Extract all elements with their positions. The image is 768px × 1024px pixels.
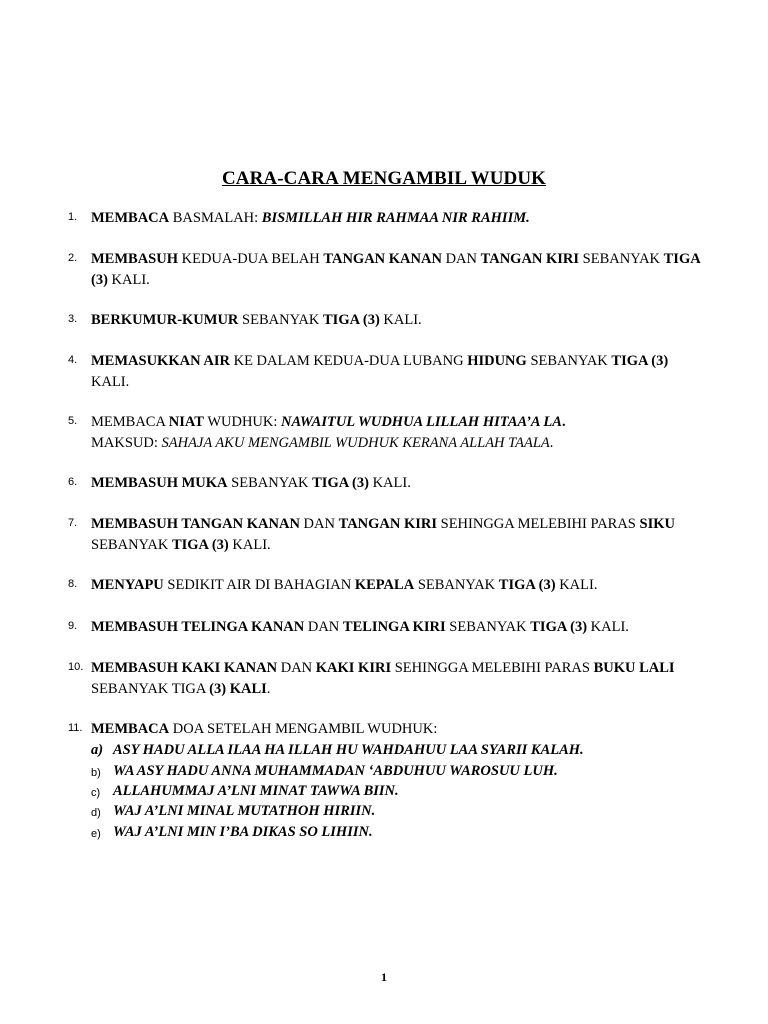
step-text-run: TIGA bbox=[663, 251, 701, 267]
step-text-run: SEBANYAK TIGA bbox=[91, 680, 210, 697]
step-number: 10. bbox=[68, 661, 84, 673]
step-text bbox=[91, 310, 731, 331]
doa-text: WA ASY HADU ANNA MUHAMMADAN ‘ABDUHUU WAROSUU LUH. bbox=[113, 763, 558, 779]
step-text-run: (3) bbox=[91, 271, 108, 288]
step-text-run: TANGAN KANAN bbox=[323, 251, 442, 267]
step-text-run: MEMBACA bbox=[91, 414, 169, 430]
step-text-run: KEDUA-DUA BELAH bbox=[178, 251, 324, 267]
step-number: 7. bbox=[68, 517, 78, 529]
step-number: 2. bbox=[68, 252, 78, 264]
step-text-run: SEBANYAK bbox=[91, 536, 172, 553]
step-text-run: TIGA (3) bbox=[312, 475, 369, 491]
step-text-run: (3) KALI bbox=[209, 680, 267, 697]
step-number: 1. bbox=[68, 211, 78, 223]
step-text-run: KALI. bbox=[91, 373, 130, 390]
step-text-run: SEDIKIT AIR DI BAHAGIAN bbox=[163, 577, 355, 593]
step-text bbox=[91, 249, 731, 290]
step-text-run: . bbox=[266, 680, 271, 697]
doa-letter: a) bbox=[91, 742, 104, 758]
step-number: 4. bbox=[68, 354, 78, 366]
doa-text: WAJ A’LNI MIN I’BA DIKAS SO LIHIIN. bbox=[113, 824, 373, 840]
step-text-run: MEMBASUH bbox=[91, 251, 178, 267]
step-text bbox=[91, 473, 731, 494]
step-text-run: NIAT bbox=[168, 414, 204, 430]
step-text-run: MENYAPU bbox=[91, 577, 164, 593]
page-number: 1 bbox=[381, 970, 387, 984]
step-text-run: . bbox=[561, 414, 566, 430]
step-text-run: SEBANYAK bbox=[238, 312, 323, 328]
step-text-run: BERKUMUR-KUMUR bbox=[91, 312, 239, 328]
step-text-run: HIDUNG bbox=[467, 353, 527, 369]
step-text-run: DAN bbox=[299, 516, 339, 532]
step-text-run: SEBANYAK bbox=[445, 619, 531, 635]
step-number: 11. bbox=[68, 722, 83, 734]
step-text-run: DAN bbox=[441, 251, 481, 267]
doa-text: WAJ A’LNI MINAL MUTATHOH HIRIIN. bbox=[113, 803, 376, 819]
step-text-run: KALI. bbox=[368, 475, 411, 491]
step-text-run: SEBANYAK bbox=[526, 353, 612, 369]
step-number: 8. bbox=[68, 578, 78, 590]
step-text-run: MEMBASUH KAKI KANAN bbox=[91, 660, 278, 676]
doa-text: ASY HADU ALLA ILAA HA ILLAH HU WAHDAHUU LAA SYARII KALAH. bbox=[113, 742, 584, 758]
doa-text: ALLAHUMMAJ A’LNI MINAT TAWWA BIIN. bbox=[113, 783, 399, 799]
step-text-run: BASMALAH: bbox=[169, 210, 262, 226]
step-number: 9. bbox=[68, 620, 78, 632]
step-text-run: TELINGA KIRI bbox=[342, 619, 446, 635]
step-text-run: MEMBASUH MUKA bbox=[91, 475, 228, 491]
step-text-run: DOA SETELAH MENGAMBIL WUDHUK: bbox=[169, 721, 438, 737]
doa-letter: b) bbox=[91, 767, 101, 779]
doa-letter: c) bbox=[91, 787, 101, 799]
step-text-run: DAN bbox=[304, 619, 343, 635]
step-text bbox=[91, 412, 731, 453]
step-text-run: KALI. bbox=[379, 312, 422, 328]
step-text-run: KAKI KIRI bbox=[315, 660, 392, 676]
step-text-run: MAKSUD: bbox=[91, 434, 162, 451]
step-text-run: KALI. bbox=[228, 536, 271, 553]
step-text-run: BUKU LALI bbox=[593, 660, 675, 676]
step-text bbox=[91, 617, 731, 638]
step-text-run: TIGA (3) bbox=[171, 536, 229, 553]
step-text-run: MEMBASUH TELINGA KANAN bbox=[91, 619, 305, 635]
step-text-run: TIGA (3) bbox=[323, 312, 380, 328]
step-text-run: SEHINGGA MELEBIHI PARAS bbox=[437, 516, 640, 532]
step-text-run: WUDHUK: bbox=[203, 414, 282, 430]
step-text-run: SEHINGGA MELEBIHI PARAS bbox=[391, 660, 594, 676]
step-text-run: TANGAN KIRI bbox=[338, 516, 438, 532]
step-text bbox=[91, 658, 731, 699]
step-text-run: BISMILLAH HIR RAHMAA NIR RAHIIM. bbox=[261, 210, 530, 226]
step-text-run: MEMASUKKAN AIR bbox=[91, 353, 230, 369]
step-text-run: SIKU bbox=[639, 516, 675, 532]
step-text-run: MEMBACA bbox=[91, 210, 170, 226]
step-text-run: KE DALAM KEDUA-DUA LUBANG bbox=[229, 353, 468, 369]
step-text-run: KEPALA bbox=[354, 577, 415, 593]
step-text-run: KALI. bbox=[587, 619, 629, 635]
step-text bbox=[91, 208, 731, 229]
step-text-run: KALI. bbox=[555, 577, 598, 593]
step-text-run: . bbox=[549, 434, 554, 451]
step-text-run: TIGA (3) bbox=[611, 353, 669, 369]
doa-letter: d) bbox=[91, 807, 101, 819]
step-text-run: SEBANYAK bbox=[579, 251, 664, 267]
step-text bbox=[91, 575, 731, 596]
step-text-run: MEMBACA bbox=[91, 721, 170, 737]
step-number: 5. bbox=[68, 415, 78, 427]
step-text bbox=[91, 514, 731, 555]
document-title: CARA-CARA MENGAMBIL WUDUK bbox=[221, 168, 547, 189]
step-text bbox=[91, 351, 731, 392]
step-text-run: MEMBASUH TANGAN KANAN bbox=[91, 516, 300, 532]
step-text-run: TANGAN KIRI bbox=[480, 251, 580, 267]
step-text bbox=[91, 719, 731, 740]
step-text-run: TIGA (3) bbox=[498, 577, 556, 593]
step-text-run: NAWAITUL WUDHUA LILLAH HITAA’A LA bbox=[281, 414, 562, 430]
doa-letter: e) bbox=[91, 828, 101, 840]
step-text-run: SEBANYAK bbox=[414, 577, 499, 593]
step-number: 6. bbox=[68, 476, 78, 488]
step-text-run: KALI. bbox=[107, 271, 150, 288]
step-number: 3. bbox=[68, 313, 78, 325]
step-text-run: SEBANYAK bbox=[227, 475, 313, 491]
step-text-run: DAN bbox=[277, 660, 316, 676]
step-text-run: TIGA (3) bbox=[530, 619, 588, 635]
step-text-run: SAHAJA AKU MENGAMBIL WUDHUK KERANA ALLAH TAALA bbox=[161, 434, 550, 451]
